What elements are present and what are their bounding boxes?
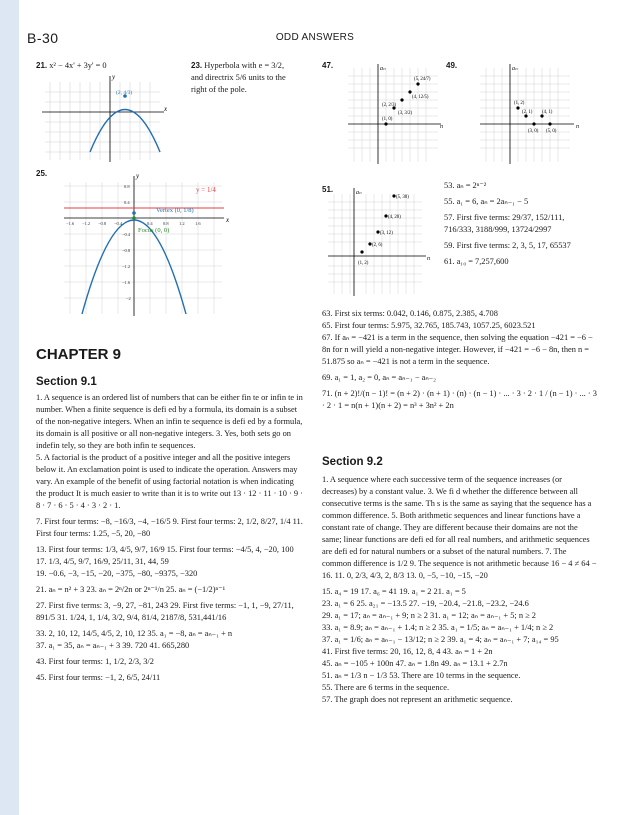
answer-block: 1. A sequence where each successive term of the sequence increases (or decreases) by a constant value. 3. We fi d whether the difference between all consecutive terms is the same. Th s is the same as saying that the sequence has a common difference. 5. Both arithmetic sequences and linear functions have a constant rate of change. They are different because their domains are not the same; linear functions are defi ed for all real numbers, and arithmetic sequences are defi ed for natural numbers or a subset of the natural numbers. 7. The common difference is 1/2 9. The sequence is not arithmetic because 16 − 4 ≠ 64 − 16. 11. 0, 2/3, 4/3, 2, 8/3 13. 0, −5, −10, −15, −20 [322, 475, 597, 580]
point-label: (1, 2) [514, 101, 525, 106]
point-label: (4, 12/5) [412, 95, 429, 100]
y-tick: −2 [126, 296, 131, 301]
x-tick: −0.4 [114, 221, 123, 226]
y-tick: 0.8 [124, 184, 130, 189]
answer-block: 43. First four terms: 1, 1/2, 2/3, 3/2 [36, 657, 154, 666]
page-number: B-30 [27, 30, 59, 46]
svg-text:x: x [164, 105, 168, 113]
problem-49-graph [478, 62, 590, 166]
answer-block: 21. aₙ = n² + 3 23. aₙ = 2ⁿ/2n or 2ⁿ⁻¹/n 25. aₙ = (−1/2)ⁿ⁻¹ [36, 585, 226, 594]
problem-25-label: 25. [36, 169, 48, 178]
x-tick: −0.8 [98, 221, 107, 226]
answer-block: 59. First five terms: 2, 3, 5, 17, 65537 [444, 241, 571, 250]
point-label: (1, 0) [382, 117, 393, 122]
answer-block: 71. (n + 2)!/(n − 1)! = (n + 2) · (n + 1) · (n) · (n − 1) · ... · 3 · 2 · 1 / (n − 1) · ... · 3 · 2 · 1 = n(n + 1)(n + 2) = n³ + 3n² + 2n [322, 389, 597, 410]
svg-text:y: y [112, 73, 116, 81]
answer-block: 69. a₁ = 1, a₂ = 0, aₙ = aₙ₋₁ − aₙ₋₂ [322, 373, 437, 382]
x-tick: 1.2 [179, 221, 185, 226]
y-tick: 0.4 [124, 200, 130, 205]
answer-block: 55. There are 6 terms in the sequence. [322, 683, 450, 692]
answer-block: 33. a₁ = 8.9; aₙ = aₙ₋₁ + 1.4; n ≥ 2 35. a₁ = 1/5; aₙ = aₙ₋₁ + 1/4; n ≥ 2 [322, 623, 554, 632]
answer-block: 1. A sequence is an ordered list of numbers that can be either fin te or infin te in number. When a finite sequence is defi ed by a formula, its domain is a subset of the non-negative integers. When an infin te sequence is defi ed by a formula, its domain is all positive or all non-negative integers. 3. Yes, both sets go on indefin tely, so they are both infin te sequences. [36, 393, 303, 450]
point-label: (5, 0) [546, 129, 557, 134]
answer-block: 65. First four terms: 5.975, 32.765, 185.743, 1057.25, 6023.521 [322, 321, 536, 330]
point-label: (2, 6) [372, 243, 383, 248]
answer-block: 57. First five terms: 29/37, 152/111, 716/333, 3188/999, 13724/2997 [444, 213, 565, 234]
point-label: (5, 24/7) [414, 77, 431, 82]
chapter-heading: CHAPTER 9 [36, 346, 122, 363]
answer-block: 51. aₙ = 1/3 n − 1/3 53. There are 10 terms in the sequence. [322, 671, 521, 680]
problem-51-label: 51. [322, 185, 334, 194]
section-9-2-answers [322, 474, 597, 706]
svg-text:aₙ: aₙ [356, 190, 362, 196]
point-label: (2, 1) [522, 110, 533, 115]
answer-block: 41. First five terms: 20, 16, 12, 8, 4 43. aₙ = 1 + 2n [322, 647, 493, 656]
problem-21-label: 21. x² − 4x' + 3y' = 0 [36, 61, 107, 70]
running-header: ODD ANSWERS [275, 32, 355, 43]
point-label: (3, 3/2) [398, 111, 413, 116]
answer-block: 53. aₙ = 2ⁿ⁻² [444, 181, 487, 190]
answer-block: 63. First six terms: 0.042, 0.146, 0.875, 2.385, 4.708 [322, 309, 498, 318]
y-tick: −0.8 [122, 248, 131, 253]
x-tick: 1.6 [195, 221, 201, 226]
point-label: (4, 1) [542, 110, 553, 115]
problem-25-vertex-label: Vertex (0, 1/8) [156, 207, 194, 214]
answer-block: 5. A factorial is the product of a positive integer and all the positive integers below it. An exclamation point is used to indicate the operation. Answers may vary. An example of the benefit of using factorial notation is when indicating the product It is much easier to write than it is to write out 13 · 12 · 11 · 10 · 9 · 8 · 7 · 6 · 5 · 4 · 3 · 2 · 1. [36, 453, 303, 510]
y-tick: −1.6 [122, 280, 131, 285]
problem-49-label: 49. [446, 61, 458, 70]
point-label: (3, 12) [380, 231, 393, 236]
answer-block: 15. a₄ = 19 17. a₆ = 41 19. a₁ = 2 21. a₁ = 5 [322, 587, 466, 596]
answer-block: 45. aₙ = −105 + 100n 47. aₙ = 1.8n 49. aₙ = 13.1 + 2.7n [322, 659, 508, 668]
x-tick: 0.8 [163, 221, 169, 226]
svg-text:n: n [576, 124, 579, 130]
problem-21-vertex-label: (2, 4/3) [116, 90, 133, 96]
page-sidebar-band [0, 0, 19, 815]
answer-block: 33. 2, 10, 12, 14/5, 4/5, 2, 10, 12 35. a₁ = −8, aₙ = aₙ₋₁ + n [36, 629, 233, 638]
section-9-1-answers [36, 392, 306, 684]
answer-block: 23. a₁ = 6 25. a₂₁ = −13.5 27. −19, −20.4, −21.8, −23.2, −24.6 [322, 599, 529, 608]
x-tick: −1.2 [82, 221, 91, 226]
x-tick: 0.4 [147, 221, 153, 226]
section-9-1-heading: Section 9.1 [36, 376, 97, 388]
answer-block: 37. a₁ = 1/6; aₙ = aₙ₋₁ − 13/12; n ≥ 2 39. a₁ = 4; aₙ = aₙ₋₁ + 7; a₁₄ = 95 [322, 635, 559, 644]
answer-block: 13. First four terms: 1/3, 4/5, 9/7, 16/9 15. First four terms: −4/5, 4, −20, 100 17. 1/3, 4/5, 9/7, 16/9, 25/11, 31, 44, 59 [36, 545, 294, 566]
answer-block: 7. First four terms: −8, −16/3, −4, −16/5 9. First four terms: 2, 1/2, 8/27, 1/4 11. First four terms: 1.25, −5, 20, −80 [36, 517, 303, 538]
point-label: (1, 2) [358, 261, 369, 266]
problem-25-focus-label: Focus (0, 0) [138, 227, 170, 234]
answer-block: 19. −0.6, −3, −15, −20, −375, −80, −9375, −320 [36, 569, 198, 578]
problem-47-label: 47. [322, 61, 334, 70]
answer-block: 37. a₁ = 35, aₙ = aₙ₋₁ + 3 39. 720 41. 665,280 [36, 641, 190, 650]
svg-text:x: x [226, 216, 230, 224]
problem-25-graph [60, 170, 232, 318]
section-9-2-heading: Section 9.2 [322, 456, 383, 468]
problem-21-graph [40, 72, 170, 164]
answer-block: 29. a₁ = 17; aₙ = aₙ₋₁ + 9; n ≥ 2 31. a₁ = 12; aₙ = aₙ₋₁ + 5; n ≥ 2 [322, 611, 536, 620]
svg-text:y: y [136, 172, 140, 180]
x-tick: −1.6 [66, 221, 75, 226]
svg-text:n: n [440, 124, 443, 130]
svg-text:aₙ: aₙ [512, 66, 518, 72]
answers-63-71 [322, 308, 597, 412]
point-label: (2, 2/3) [382, 103, 397, 108]
problem-25-directrix-label: y = 1/4 [196, 186, 216, 194]
answer-block: 45. First four terms: −1, 2, 6/5, 24/11 [36, 673, 161, 682]
point-label: (3, 0) [528, 129, 539, 134]
problem-23: 23. Hyperbola with e = 3/2, and directrix 5/6 units to the right of the pole. [191, 61, 286, 94]
answer-block: 61. a₁₀ = 7,257,600 [444, 257, 509, 266]
answers-53-61 [444, 180, 594, 268]
y-tick: −1.2 [122, 264, 131, 269]
answer-block: 55. a₁ = 6, aₙ = 2aₙ₋₁ − 5 [444, 197, 529, 206]
svg-text:n: n [427, 256, 430, 262]
answer-block: 57. The graph does not represent an arithmetic sequence. [322, 695, 513, 704]
problem-51-graph [326, 186, 436, 298]
svg-text:aₙ: aₙ [380, 66, 386, 72]
answer-block: 27. First five terms: 3, −9, 27, −81, 243 29. First five terms: −1, 1, −9, 27/11, 891/5 31. 1/24, 1, 1/4, 3/2, 9/4, 81/4, 2187/8, 531,441/16 [36, 601, 294, 622]
point-label: (5, 30) [396, 195, 409, 200]
point-label: (4, 20) [388, 215, 401, 220]
answer-block: 67. If aₙ = −421 is a term in the sequence, then solving the equation −421 = −6 − 8n for n will yield a non-negative integer. However, if −421 = −6 − 8n, then n = 51.875 so aₙ = −421 is not a term in the sequence. [322, 333, 593, 366]
y-tick: −0.4 [122, 232, 131, 237]
problem-47-graph [346, 62, 446, 166]
